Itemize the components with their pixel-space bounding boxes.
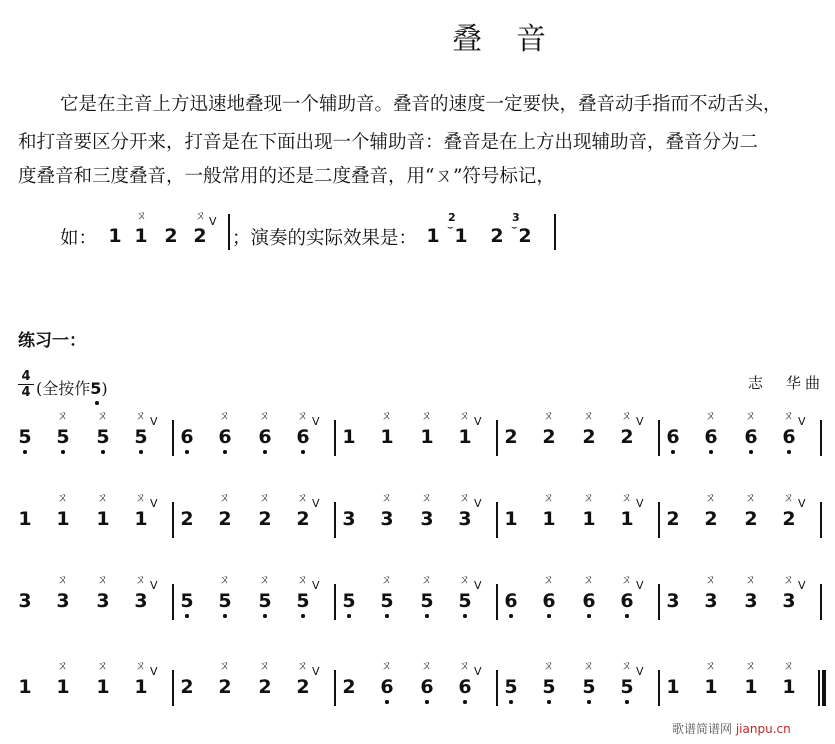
watermark-url: jianpu.cn	[735, 722, 791, 736]
barline	[820, 420, 822, 456]
barline	[334, 502, 336, 538]
ornament-mark: ㄡ	[745, 409, 756, 422]
ornament-mark: ㄡ	[97, 491, 108, 504]
note: 2	[542, 426, 556, 448]
barline	[658, 502, 660, 538]
page-title: 叠 音	[452, 22, 548, 57]
low-octave-dot	[301, 450, 305, 454]
barline	[172, 502, 174, 538]
ornament-mark: ㄡ	[583, 491, 594, 504]
note: 3	[782, 590, 796, 612]
barline	[496, 670, 498, 706]
low-octave-dot	[185, 450, 189, 454]
barline	[228, 214, 230, 250]
barline	[818, 670, 820, 706]
ornament-mark: ㄡ	[543, 573, 554, 586]
barline	[658, 670, 660, 706]
note: 5	[542, 676, 556, 698]
breath-mark: V	[474, 579, 482, 592]
note: 5	[18, 426, 32, 448]
note: 2	[296, 508, 310, 530]
note: 1	[458, 426, 472, 448]
breath-mark: V	[474, 665, 482, 678]
breath-mark: V	[636, 415, 644, 428]
ornament-mark: ㄡ	[621, 491, 632, 504]
low-octave-dot	[95, 401, 99, 405]
example-actual-label: ；演奏的实际效果是：	[232, 228, 418, 249]
note: 3	[666, 590, 680, 612]
note: 5	[458, 590, 472, 612]
note: 3	[458, 508, 472, 530]
low-octave-dot	[587, 614, 591, 618]
ornament-mark: ㄡ	[421, 659, 432, 672]
barline	[496, 502, 498, 538]
note: 1	[666, 676, 680, 698]
time-signature	[18, 370, 34, 399]
ornament-mark: ㄡ	[135, 409, 146, 422]
note: 1	[342, 426, 356, 448]
low-octave-dot	[463, 614, 467, 618]
ornament-mark: ㄡ	[705, 659, 716, 672]
breath-mark: V	[636, 579, 644, 592]
note: 1	[96, 508, 110, 530]
barline	[820, 502, 822, 538]
low-octave-dot	[547, 614, 551, 618]
note: 1	[134, 225, 148, 247]
note: 5	[296, 590, 310, 612]
breath-mark: V	[798, 497, 806, 510]
low-octave-dot	[709, 450, 713, 454]
low-octave-dot	[223, 614, 227, 618]
ornament-mark: ㄡ	[621, 573, 632, 586]
low-octave-dot	[139, 450, 143, 454]
low-octave-dot	[509, 700, 513, 704]
breath-mark: V	[636, 497, 644, 510]
time-signature-bottom: 4	[21, 385, 31, 400]
note: 3	[704, 590, 718, 612]
ornament-mark: ㄡ	[57, 409, 68, 422]
note: 5	[582, 676, 596, 698]
watermark-site: 歌谱简谱网	[672, 722, 733, 736]
note: 3	[380, 508, 394, 530]
barline	[334, 420, 336, 456]
ornament-mark: ㄡ	[543, 491, 554, 504]
ornament-mark: ㄡ	[259, 573, 270, 586]
exercise-label: 练习一：	[18, 331, 86, 351]
ornament-mark: ㄡ	[136, 209, 147, 222]
note: 5	[218, 590, 232, 612]
low-octave-dot	[61, 450, 65, 454]
breath-mark: V	[150, 665, 158, 678]
barline	[172, 584, 174, 620]
ornament-mark: ㄡ	[705, 573, 716, 586]
low-octave-dot	[425, 614, 429, 618]
ornament-mark: ㄡ	[783, 409, 794, 422]
ornament-mark: ㄡ	[259, 491, 270, 504]
key-note-number	[90, 379, 101, 398]
ornament-mark: ㄡ	[57, 573, 68, 586]
note: 2	[296, 676, 310, 698]
note: 1	[426, 225, 440, 247]
note: 1	[582, 508, 596, 530]
note: 2	[193, 225, 207, 247]
note: 6	[296, 426, 310, 448]
note: 2	[666, 508, 680, 530]
note: 5	[96, 426, 110, 448]
breath-mark: V	[312, 579, 320, 592]
paragraph-line-1: 它是在主音上方迅速地叠现一个辅助音。叠音的速度一定要快，叠音动手指而不动舌头，	[60, 94, 782, 115]
ornament-mark: ㄡ	[297, 491, 308, 504]
ornament-mark: ㄡ	[381, 659, 392, 672]
note: 5	[258, 590, 272, 612]
low-octave-dot	[787, 450, 791, 454]
ornament-mark: ㄡ	[783, 659, 794, 672]
low-octave-dot	[625, 700, 629, 704]
note: 1	[134, 676, 148, 698]
barline	[658, 584, 660, 620]
note: 3	[420, 508, 434, 530]
note: 6	[744, 426, 758, 448]
note: 6	[542, 590, 556, 612]
note: 6	[504, 590, 518, 612]
ornament-mark: ㄡ	[583, 573, 594, 586]
ornament-mark: ㄡ	[297, 659, 308, 672]
ornament-mark: ㄡ	[219, 659, 230, 672]
breath-mark: V	[312, 415, 320, 428]
note: 1	[704, 676, 718, 698]
note: 1	[504, 508, 518, 530]
note: 2	[258, 676, 272, 698]
note: 3	[134, 590, 148, 612]
note: 1	[420, 426, 434, 448]
ornament-mark: ㄡ	[259, 659, 270, 672]
note: 6	[218, 426, 232, 448]
ornament-mark: ㄡ	[745, 573, 756, 586]
ornament-mark: ㄡ	[705, 491, 716, 504]
ornament-mark: ㄡ	[219, 491, 230, 504]
ornament-mark: ㄡ	[135, 659, 146, 672]
ornament-mark: ㄡ	[259, 409, 270, 422]
ornament-mark: ㄡ	[219, 409, 230, 422]
note: 2	[490, 225, 504, 247]
grace-slur: ⌣	[511, 222, 518, 233]
ornament-mark: ㄡ	[459, 491, 470, 504]
ornament-mark: ㄡ	[783, 491, 794, 504]
note: 1	[744, 676, 758, 698]
ornament-mark: ㄡ	[381, 409, 392, 422]
barline	[334, 670, 336, 706]
note: 2	[218, 676, 232, 698]
key-note	[36, 376, 108, 399]
note: 6	[666, 426, 680, 448]
note: 6	[258, 426, 272, 448]
note: 1	[454, 225, 468, 247]
note: 2	[258, 508, 272, 530]
note: 2	[342, 676, 356, 698]
low-octave-dot	[509, 614, 513, 618]
low-octave-dot	[625, 614, 629, 618]
ornament-mark: ㄡ	[97, 659, 108, 672]
breath-mark: V	[312, 497, 320, 510]
breath-mark: V	[150, 415, 158, 428]
ornament-mark: ㄡ	[135, 573, 146, 586]
grace-slur: ⌣	[447, 222, 454, 233]
final-barline	[822, 670, 826, 706]
barline	[820, 584, 822, 620]
barline	[496, 420, 498, 456]
barline	[496, 584, 498, 620]
low-octave-dot	[263, 614, 267, 618]
low-octave-dot	[223, 450, 227, 454]
breath-mark: V	[636, 665, 644, 678]
ornament-mark: ㄡ	[97, 409, 108, 422]
low-octave-dot	[347, 614, 351, 618]
note: 1	[96, 676, 110, 698]
note: 2	[704, 508, 718, 530]
low-octave-dot	[587, 700, 591, 704]
ornament-mark: ㄡ	[195, 209, 206, 222]
ornament-mark: ㄡ	[421, 409, 432, 422]
watermark	[672, 720, 791, 737]
ornament-mark: ㄡ	[421, 573, 432, 586]
note: 1	[18, 676, 32, 698]
note: 1	[782, 676, 796, 698]
low-octave-dot	[185, 614, 189, 618]
low-octave-dot	[749, 450, 753, 454]
key-note-prefix: (全按作	[36, 379, 91, 398]
low-octave-dot	[425, 700, 429, 704]
note: 1	[542, 508, 556, 530]
note: 6	[620, 590, 634, 612]
ornament-mark: ㄡ	[783, 573, 794, 586]
note: 1	[380, 426, 394, 448]
grace-note: 2	[448, 211, 456, 224]
low-octave-dot	[101, 450, 105, 454]
breath-mark: V	[798, 579, 806, 592]
ornament-mark: ㄡ	[583, 409, 594, 422]
note: 6	[704, 426, 718, 448]
paragraph-line-3: 度叠音和三度叠音，一般常用的还是二度叠音，用“ㄡ”符号标记，	[18, 166, 555, 187]
note: 6	[458, 676, 472, 698]
note: 3	[96, 590, 110, 612]
note: 5	[134, 426, 148, 448]
note: 1	[18, 508, 32, 530]
barline	[172, 670, 174, 706]
paragraph-line-2: 和打音要区分开来，打音是在下面出现一个辅助音：叠音是在上方出现辅助音，叠音分为二	[18, 132, 759, 153]
breath-mark: V	[474, 497, 482, 510]
breath-mark: V	[312, 665, 320, 678]
breath-mark: V	[150, 579, 158, 592]
note: 2	[782, 508, 796, 530]
low-octave-dot	[301, 614, 305, 618]
ornament-mark: ㄡ	[57, 659, 68, 672]
low-octave-dot	[671, 450, 675, 454]
note: 5	[342, 590, 356, 612]
note: 2	[504, 426, 518, 448]
note: 5	[380, 590, 394, 612]
note: 5	[56, 426, 70, 448]
breath-mark: V	[474, 415, 482, 428]
barline	[658, 420, 660, 456]
note: 1	[108, 225, 122, 247]
ornament-mark: ㄡ	[97, 573, 108, 586]
note: 1	[620, 508, 634, 530]
ornament-mark: ㄡ	[459, 573, 470, 586]
ornament-mark: ㄡ	[459, 659, 470, 672]
note: 3	[342, 508, 356, 530]
ornament-mark: ㄡ	[543, 409, 554, 422]
composer-credit: 志 华曲	[748, 374, 825, 392]
ornament-mark: ㄡ	[381, 573, 392, 586]
key-note-digit: 5	[90, 379, 102, 398]
note: 6	[380, 676, 394, 698]
barline	[334, 584, 336, 620]
note: 5	[504, 676, 518, 698]
ornament-mark: ㄡ	[421, 491, 432, 504]
ornament-mark: ㄡ	[297, 573, 308, 586]
breath-mark: V	[150, 497, 158, 510]
note: 6	[782, 426, 796, 448]
note: 2	[744, 508, 758, 530]
barline	[172, 420, 174, 456]
breath-mark: V	[209, 215, 217, 228]
low-octave-dot	[263, 450, 267, 454]
note: 5	[420, 590, 434, 612]
note: 6	[180, 426, 194, 448]
example-prefix: 如：	[60, 228, 98, 249]
ornament-mark: ㄡ	[745, 659, 756, 672]
note: 6	[582, 590, 596, 612]
ornament-mark: ㄡ	[621, 659, 632, 672]
note: 2	[180, 508, 194, 530]
note: 2	[518, 225, 532, 247]
note: 3	[744, 590, 758, 612]
note: 5	[180, 590, 194, 612]
ornament-mark: ㄡ	[135, 491, 146, 504]
breath-mark: V	[798, 415, 806, 428]
key-note-suffix: )	[101, 379, 108, 398]
note: 2	[180, 676, 194, 698]
ornament-mark: ㄡ	[543, 659, 554, 672]
low-octave-dot	[547, 700, 551, 704]
ornament-mark: ㄡ	[705, 409, 716, 422]
note: 1	[134, 508, 148, 530]
grace-note: 3	[512, 211, 520, 224]
ornament-mark: ㄡ	[297, 409, 308, 422]
ornament-mark: ㄡ	[459, 409, 470, 422]
low-octave-dot	[385, 700, 389, 704]
example-notation	[60, 210, 600, 258]
note: 1	[56, 508, 70, 530]
ornament-mark: ㄡ	[381, 491, 392, 504]
ornament-mark: ㄡ	[219, 573, 230, 586]
ornament-mark: ㄡ	[583, 659, 594, 672]
time-signature-top: 4	[21, 369, 31, 384]
note: 3	[56, 590, 70, 612]
low-octave-dot	[463, 700, 467, 704]
note: 6	[420, 676, 434, 698]
ornament-mark: ㄡ	[745, 491, 756, 504]
note: 1	[56, 676, 70, 698]
note: 5	[620, 676, 634, 698]
note: 3	[18, 590, 32, 612]
note: 2	[620, 426, 634, 448]
note: 2	[218, 508, 232, 530]
barline	[554, 214, 556, 250]
ornament-mark: ㄡ	[57, 491, 68, 504]
ornament-mark: ㄡ	[621, 409, 632, 422]
note: 2	[164, 225, 178, 247]
note: 2	[582, 426, 596, 448]
low-octave-dot	[23, 450, 27, 454]
low-octave-dot	[385, 614, 389, 618]
